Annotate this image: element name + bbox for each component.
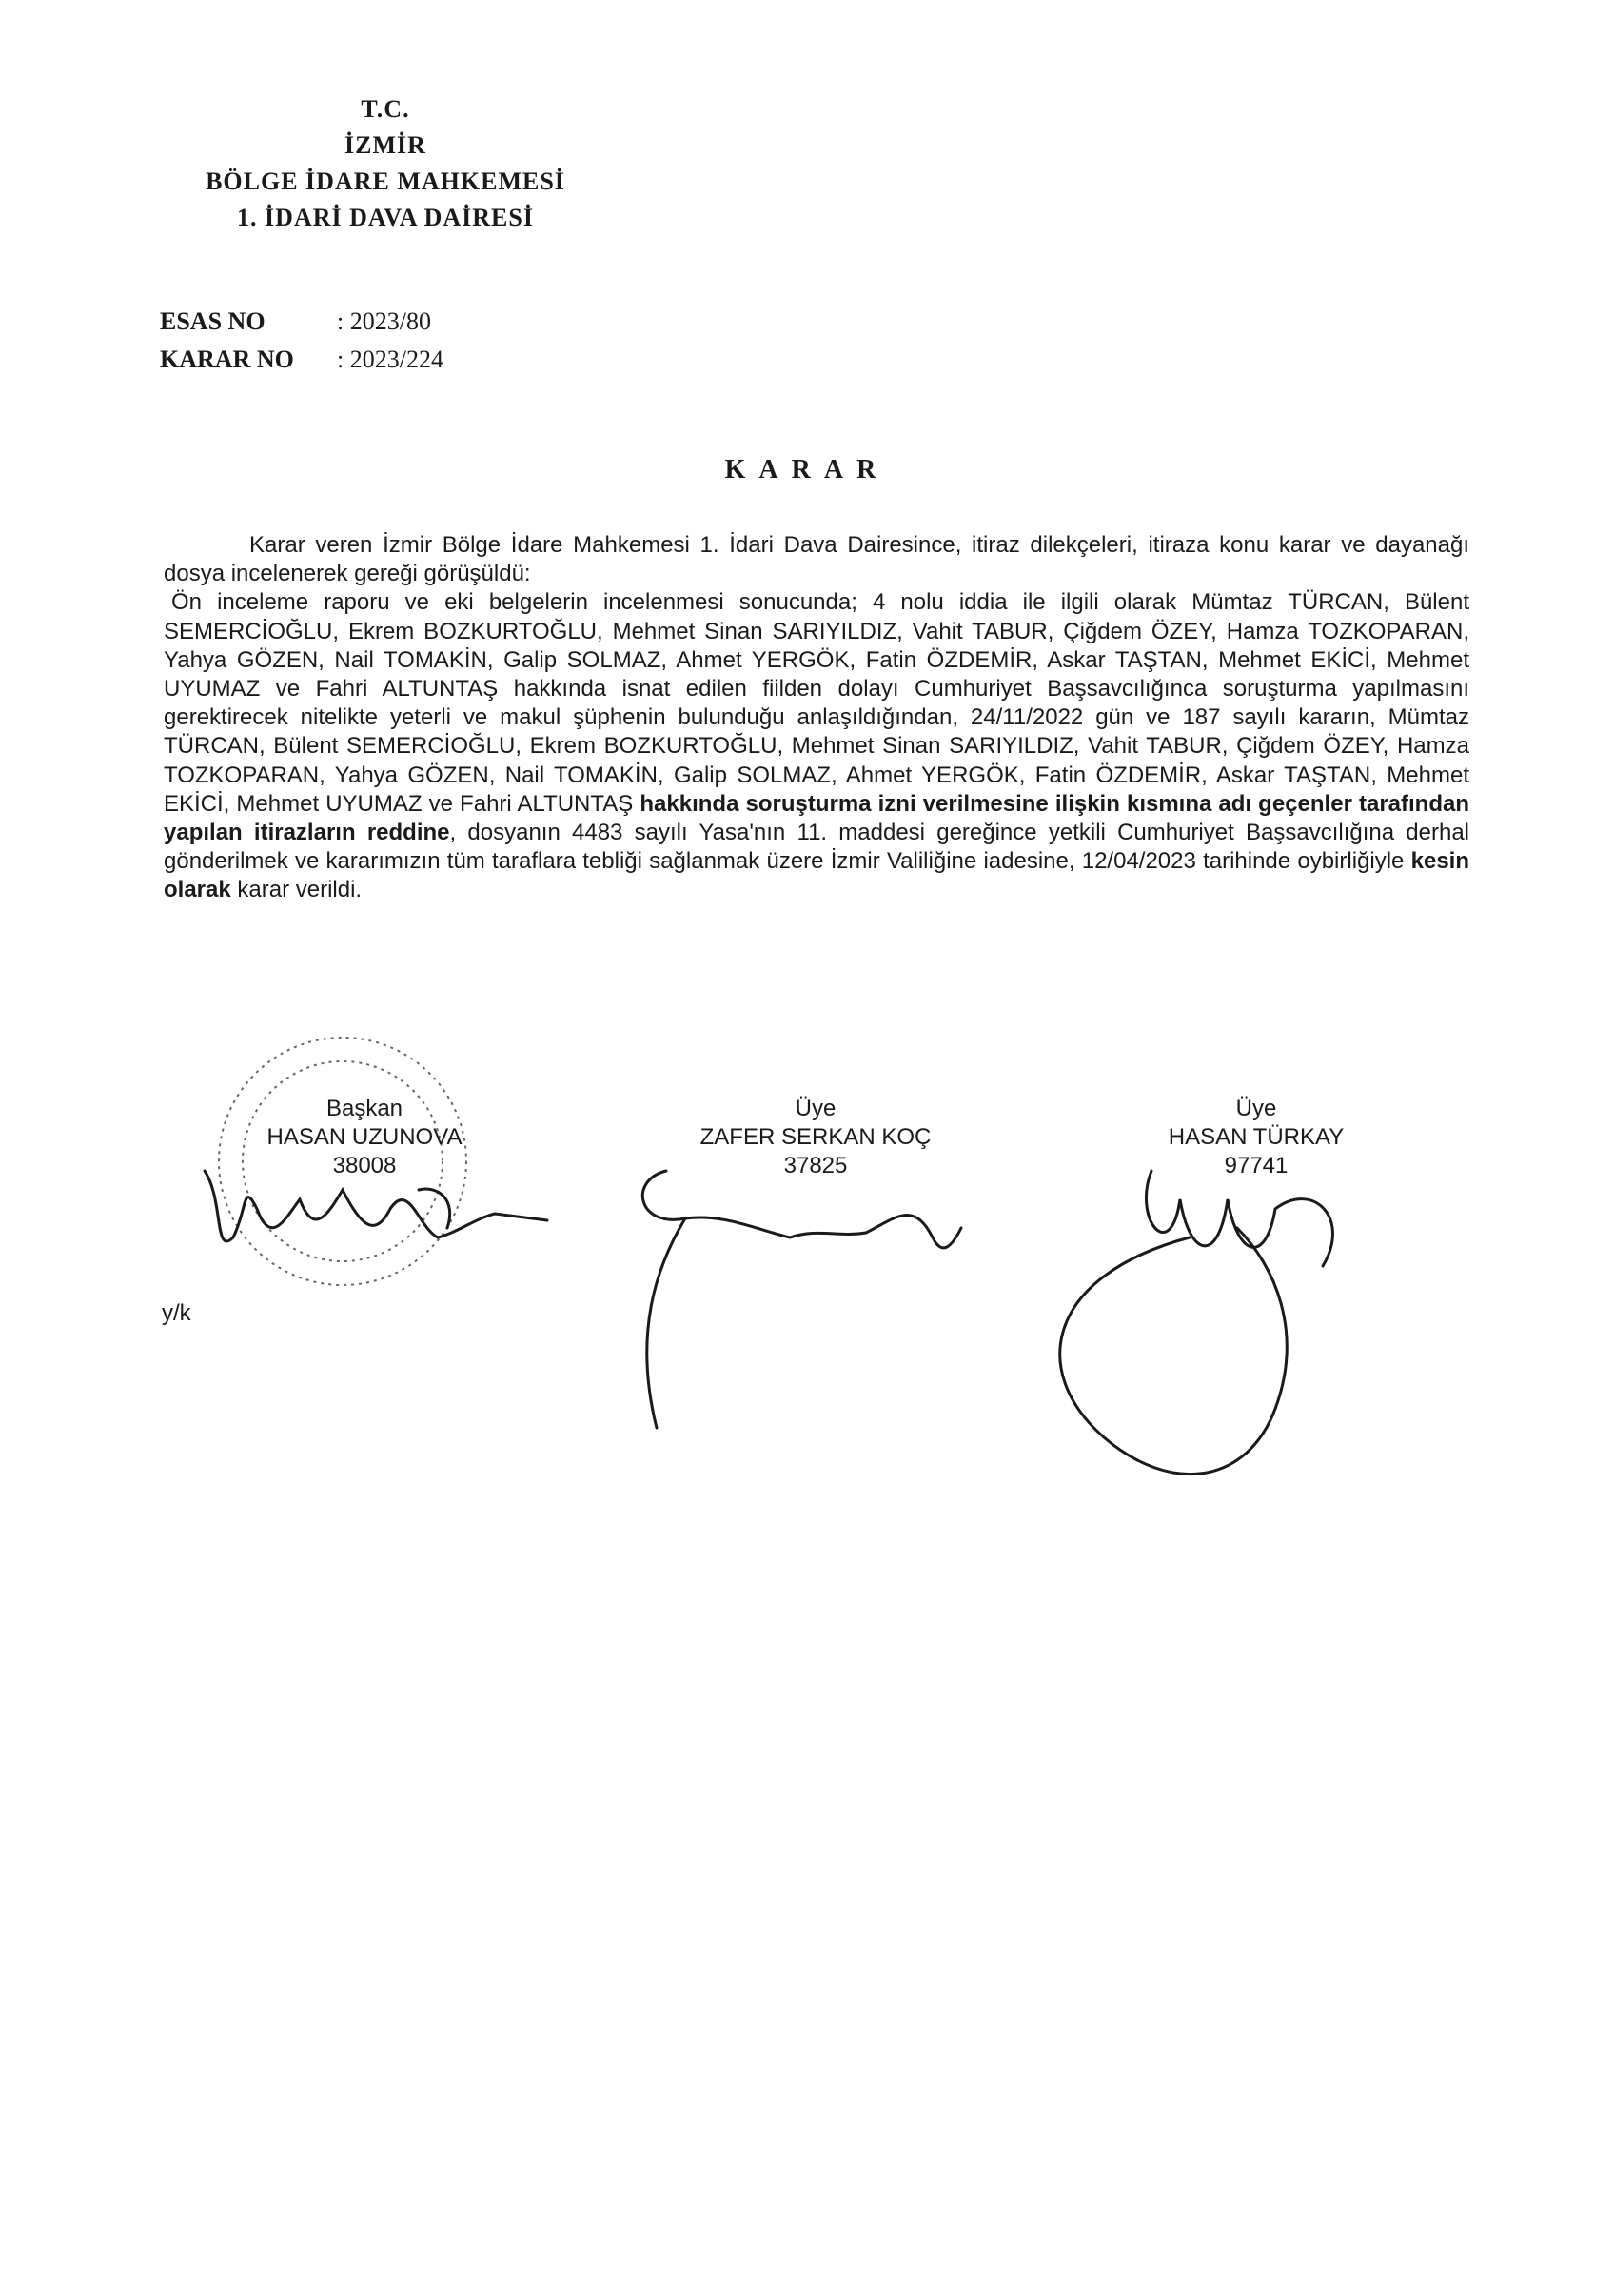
signature-president [205,1171,547,1241]
signature-name: ZAFER SERKAN KOÇ [699,1124,932,1150]
signature-number: 37825 [783,1153,848,1178]
signature-number: 38008 [332,1153,397,1178]
decision-text-mid: , dosyanın 4483 sayılı Yasa'nın 11. maddesi gereğince yetkili Cumhuriyet Başsavcılığına derhal gönderilmek ve kararımızın tüm taraflara tebliği sağlanmak üzere İzmir Valiliğine iadesine, 12/04/2023 tarihinde oybirliğiyle [164,820,1470,875]
signature-member-2 [1060,1171,1333,1475]
karar-label: KARAR NO [160,346,294,373]
signature-member-1 [642,1171,961,1428]
decision-text-bold: hakkında soruşturma izni verilmesine ilişkin kısmına adı geçenler tarafından yapılan itirazların reddine [164,790,1469,846]
esas-label: ESAS NO [160,307,266,335]
karar-value: : 2023/224 [337,346,443,373]
signature-block-member-1 [673,1095,958,1180]
initials: y/k [162,1300,191,1326]
signature-name: HASAN UZUNOVA [266,1124,463,1150]
header-court: BÖLGE İDARE MAHKEMESİ [206,168,565,195]
decision-text-final: kesin olarak [164,848,1469,903]
signature-role: Başkan [325,1096,404,1121]
signature-block-member-2 [1113,1095,1399,1180]
signature-name: HASAN TÜRKAY [1168,1124,1345,1150]
document-title: KARAR [724,455,890,485]
signature-role: Üye [795,1096,837,1121]
header-tc: T.C. [361,95,410,123]
paragraph-intro: Karar veren İzmir Bölge İdare Mahkemesi 1. İdari Dava Dairesince, itiraz dilekçeleri, itiraza konu karar ve dayanağı dosya incelenerek gereği görüşüldü: [164,532,1469,587]
header-city: İZMİR [344,131,426,159]
header-chamber: 1. İDARİ DAVA DAİRESİ [237,204,534,231]
decision-text-end: karar verildi. [230,877,363,903]
signature-number: 97741 [1224,1153,1289,1178]
esas-value: : 2023/80 [337,307,431,335]
decision-text-start: Ön inceleme raporu ve eki belgelerin incelenmesi sonucunda; 4 nolu iddia ile ilgili olarak Mümtaz TÜRCAN, Bülent SEMERCİOĞLU, Ekrem BOZKURTOĞLU, Mehmet Sinan SARIYILDIZ, Vahit TABUR, Çiğdem ÖZEY, Hamza TOZKOPARAN, Yahya GÖZEN, Nail TOMAKİN, Galip SOLMAZ, Ahmet YERGÖK, Fatin ÖZDEMİR, Askar TAŞTAN, Mehmet EKİCİ, Mehmet UYUMAZ ve Fahri ALTUNTAŞ hakkında isnat edilen fiilden dolayı Cumhuriyet Başsavcılığınca soruşturma yapılmasını gerektirecek nitelikte yeterli ve makul şüphenin bulunduğu anlaşıldığından, 24/11/2022 gün ve 187 sayılı kararın, Mümtaz TÜRCAN, Bülent SEMERCİOĞLU, Ekrem BOZKURTOĞLU, Mehmet Sinan SARIYILDIZ, Vahit TABUR, Çiğdem ÖZEY, Hamza TOZKOPARAN, Yahya GÖZEN, Nail TOMAKİN, Galip SOLMAZ, Ahmet YERGÖK, Fatin ÖZDEMİR, Askar TAŞTAN, Mehmet EKİCİ, Mehmet UYUMAZ ve Fahri ALTUNTAŞ [164,589,1469,817]
signature-role: Üye [1235,1096,1277,1121]
signature-block-president [222,1095,507,1180]
